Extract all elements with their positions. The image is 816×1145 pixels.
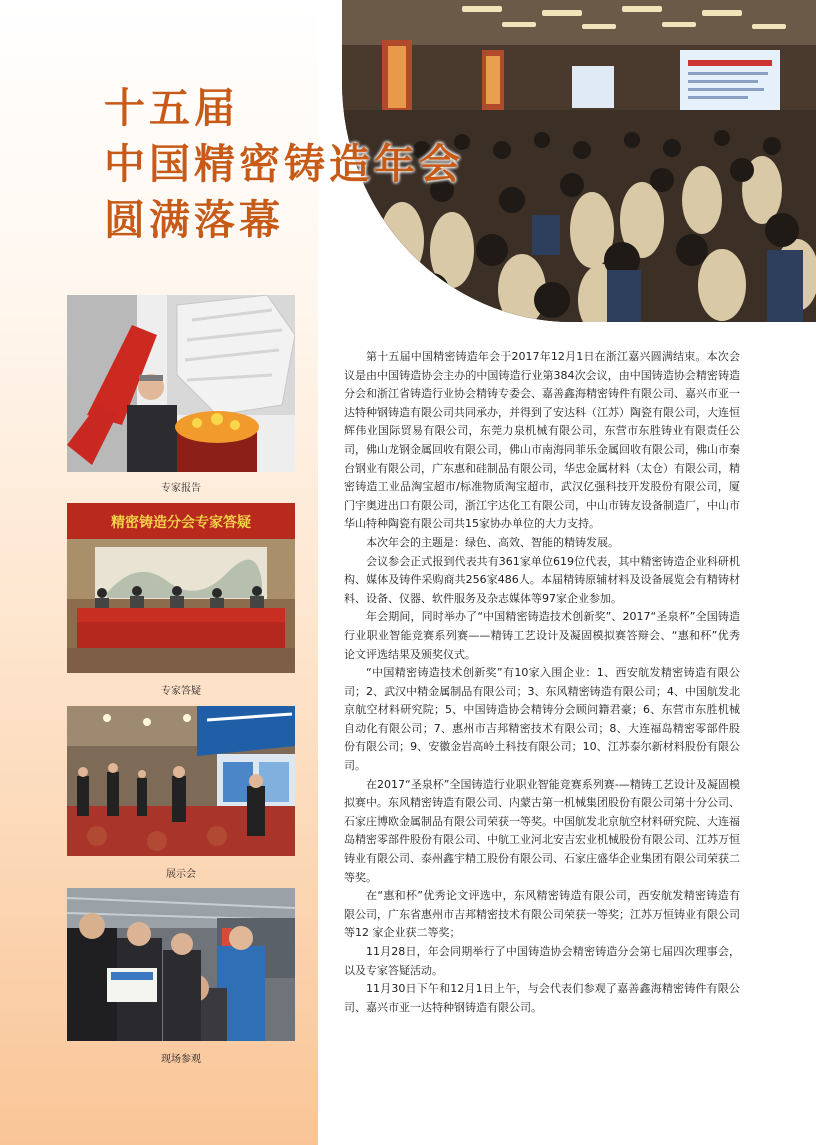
caption-exhibition: 展示会 [166, 869, 196, 880]
article-paragraph: 会议参会正式报到代表共有361家单位619位代表，其中精密铸造企业科研机构、媒体及铸件采购商共256家486人。本届精铸原辅材料及设备展览会有精铸材料、设备、仪器、软件服务及杂志媒体等97家企业参加。 [344, 554, 740, 605]
article-paragraph: 第十五届中国精密铸造年会于2017年12月1日在浙江嘉兴圆满结束。本次会议是由中国铸造协会主办的中国铸造行业第384次会议，由中国铸造协会精密铸造分会和浙江省铸造行业协会精铸专委会、嘉善鑫海精密铸件有限公司、嘉兴市亚一达特种钢铸造有限公司共同承办，并得到了安达科（江苏）陶瓷有限公司，大连恒辉伟业国际贸易有限公司，东莞力泉机械有限公司，东营市东胜铸业有限责任公司，佛山龙钢金属回收有限公司，佛山市南海同菲乐金属回收有限公司，佛山市秦台钢业有限公司，广东惠和硅制品有限公司，华忠金属材料（太仓）有限公司，精密铸造工业品淘宝超市/标准物质淘宝超市，武汉亿强科技开发股份有限公司，厦门宇奥进出口有限公司，浙江宇达化工有限公司，中山市铸友设备制造厂，中山市华山特种陶瓷有限公司共15家协办单位的大力支持。 [344, 350, 740, 531]
caption-expert-qa: 专家答疑 [161, 686, 201, 697]
article-paragraph: 年会期间，同时举办了“中国精密铸造技术创新奖”、2017“圣泉杯”全国铸造行业职业智能竞赛系列赛——精铸工艺设计及凝固模拟赛答辩会、“惠和杯”优秀论文评选结果及颁奖仪式。 [344, 610, 740, 661]
article-paragraph: 本次年会的主题是：绿色、高效、智能的精铸发展。 [366, 535, 619, 549]
exhibition-photo [67, 706, 295, 856]
article-paragraph: 在“惠和杯”优秀论文评选中，东风精密铸造有限公司，西安航发精密铸造有限公司，广东省惠州市吉邦精密技术有限公司荣获一等奖；江苏万恒铸业有限公司等12 家企业获二等奖； [344, 889, 740, 940]
article-paragraph: “中国精密铸造技术创新奖”有10家入围企业：1、西安航发精密铸造有限公司；2、武汉中精金属制品有限公司；3、东风精密铸造有限公司；4、中国航发北京航空材料研究院；5、中国铸造协会精铸分会顾问籍君豪；6、东营市东胜机械自动化有限公司；7、惠州市吉邦精密技术有限公司；8、大连福岛精密零部件股份有限公司；9、安徽金岩高岭土科技有限公司；10、江苏泰尔新材料股份有限公司。 [344, 666, 740, 773]
article-paragraph: 11月28日，年会同期举行了中国铸造协会精密铸造分会第七届四次理事会，以及专家答疑活动。 [344, 945, 740, 977]
site-visit-photo [67, 888, 295, 1041]
title-line-3: 圆满落幕 [104, 196, 284, 244]
page-title [104, 80, 464, 248]
qa-banner-text: 精密铸造分会专家答疑 [111, 515, 251, 531]
caption-site-visit: 现场参观 [161, 1054, 201, 1065]
title-line-1: 十五届 [104, 84, 239, 132]
expert-report-photo [67, 295, 295, 472]
expert-qa-photo [67, 503, 295, 673]
caption-expert-report: 专家报告 [161, 483, 201, 494]
article-body [344, 348, 740, 1017]
title-line-2: 中国精密铸造年会 [104, 140, 464, 188]
article-paragraph: 11月30日下午和12月1日上午，与会代表们参观了嘉善鑫海精密铸件有限公司、嘉兴市亚一达特种钢铸造有限公司。 [344, 982, 740, 1014]
article-paragraph: 在2017“圣泉杯”全国铸造行业职业智能竞赛系列赛-—精铸工艺设计及凝固模拟赛中。东风精密铸造有限公司、内蒙古第一机械集团股份有限公司第十分公司、石家庄博欧金属制品有限公司荣获一等奖。中国航发北京航空材料研究院、大连福岛精密零部件股份有限公司、中航工业河北安吉宏业机械股份有限公司、江苏万恒铸业有限公司、泰州鑫宇精工股份有限公司、石家庄盛华企业集团有限公司荣获二等奖。 [344, 777, 740, 884]
